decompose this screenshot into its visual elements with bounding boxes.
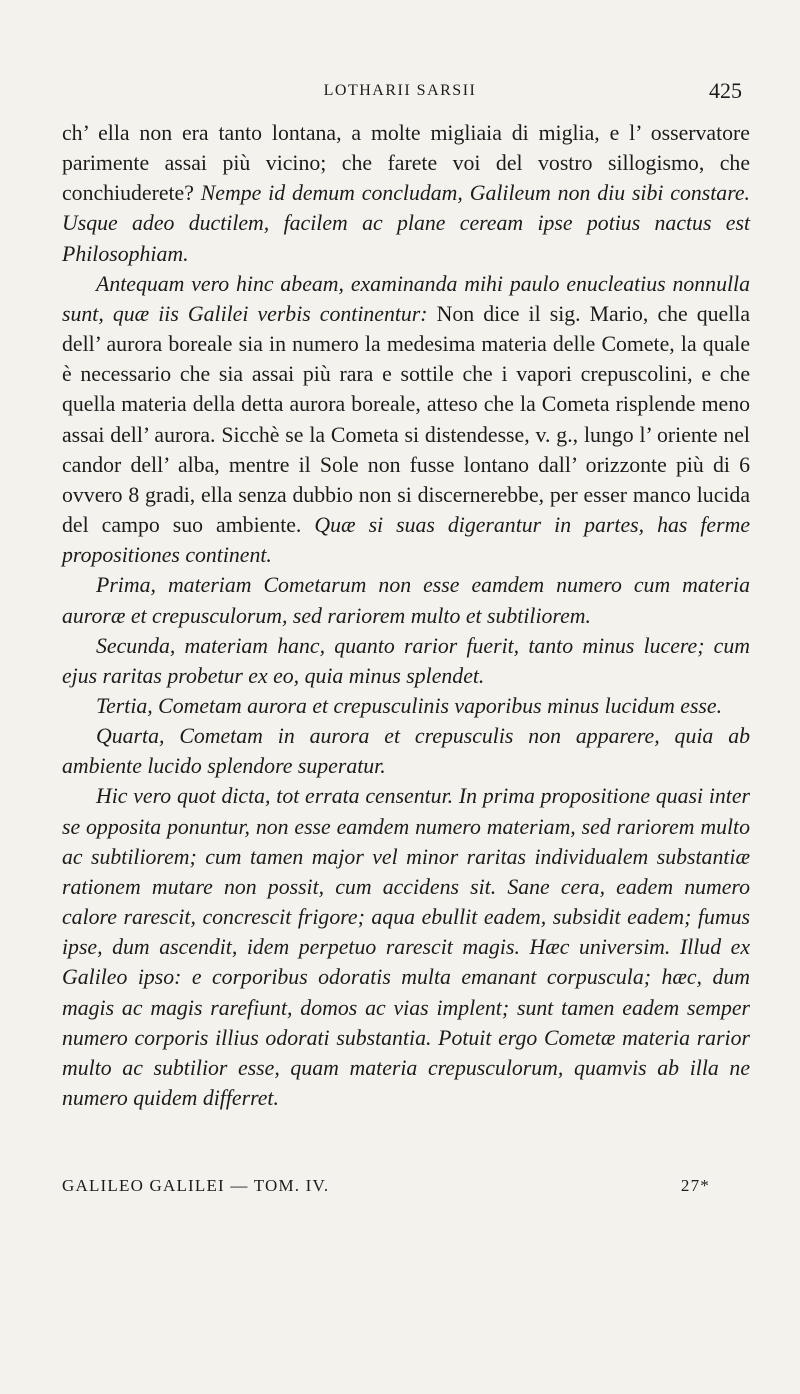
- page-number: 425: [709, 78, 742, 103]
- italic-run: Quæ si suas digerantur in partes, has ferme propositiones continent.: [62, 513, 750, 568]
- paragraph: [62, 631, 750, 691]
- body-text: [62, 118, 750, 1113]
- paragraph: [62, 269, 750, 571]
- paragraph: [62, 691, 750, 721]
- italic-run: Tertia, Cometam aurora et crepusculinis vaporibus minus lucidum esse.: [96, 693, 723, 718]
- italic-run: Nempe id demum concludam, Galileum non diu sibi constare. Usque adeo ductilem, facilem ac plane ceream ipse potius nactus est Philosophiam.: [62, 181, 750, 266]
- italic-run: Antequam vero hinc abeam, examinanda mihi paulo enucleatius nonnulla sunt, quæ iis Galilei verbis continentur:: [62, 271, 750, 326]
- paragraph: [62, 781, 750, 1113]
- italic-run: Prima, materiam Cometarum non esse eamdem numero cum materia auroræ et crepusculorum, sed rariorem multo et subtiliorem.: [62, 573, 750, 628]
- italic-run: Secunda, materiam hanc, quanto rarior fuerit, tanto minus lucere; cum ejus raritas probetur ex eo, quia minus splendet.: [62, 633, 750, 688]
- paragraph: [62, 118, 750, 269]
- text-run: ch’ ella non era tanto lontana, a molte migliaia di miglia, e l’ osservatore parimente assai più vicino; che farete voi del vostro sillogismo, che conchiuderete?: [62, 121, 750, 206]
- printer-signature: GALILEO GALILEI — TOM. IV.: [62, 1176, 330, 1195]
- sheet-signature: 27*: [680, 1176, 710, 1195]
- italic-run: Quarta, Cometam in aurora et crepusculis non apparere, quia ab ambiente lucido splendore superatur.: [62, 724, 750, 779]
- running-head: LOTHARII SARSII: [323, 82, 477, 99]
- text-run: Non dice il sig. Mario, che quella dell’ aurora boreale sia in numero la medesima materia delle Comete, la quale è necessario che sia assai più rara e sottile che i vapori crepuscolini, e che quella materia della detta aurora boreale, atteso che la Cometa risplende meno assai dell’ aurora. Sicchè se la Cometa si distendesse, v. g., lungo l’ oriente nel candor dell’ alba, mentre il Sole non fusse lontano dall’ orizzonte più di 6 ovvero 8 gradi, ella senza dubbio non si discernerebbe, per esser manco lucida del campo suo ambiente.: [62, 301, 750, 538]
- italic-run: Hic vero quot dicta, tot errata censentur. In prima propositione quasi inter se opposita ponuntur, non esse eamdem numero materiam, sed rariorem multo ac subtiliorem; cum tamen major vel minor raritas individualem substantiæ rationem mutare non possit, cum accidens sit. Sane cera, eadem numero calore rarescit, concrescit frigore; aqua ebullit eadem, subsidit eadem; fumus ipse, dum ascendit, idem perpetuo rarescit magis. Hæc universim. Illud ex Galileo ipso: e corporibus odoratis multa emanant corpuscula; hæc, dum magis ac magis rarefiunt, domos ac vias implent; sunt tamen eadem semper numero corporis illius odorati substantia. Potuit ergo Cometæ materia rarior multo ac subtilior esse, quam materia crepusculorum, quamvis ab illa ne numero quidem differret.: [62, 784, 750, 1110]
- paragraph: [62, 570, 750, 630]
- paragraph: [62, 721, 750, 781]
- page-footer: [62, 1176, 750, 1204]
- page-header: [0, 78, 800, 108]
